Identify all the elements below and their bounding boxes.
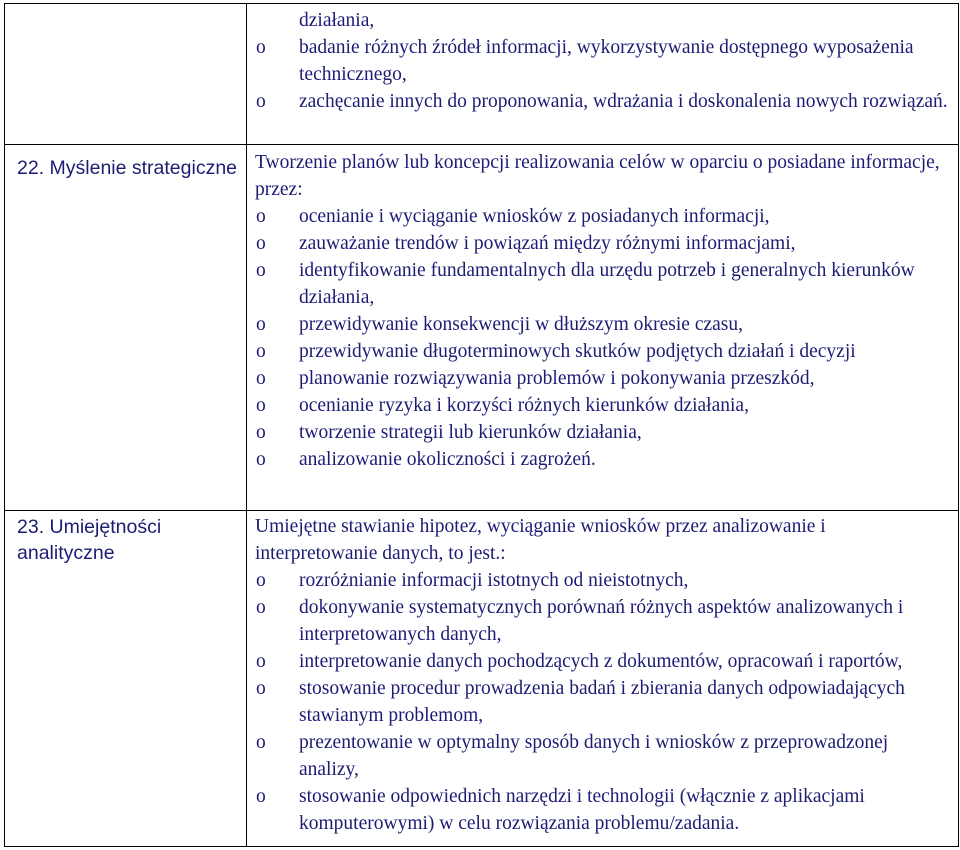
bullet-marker: o xyxy=(256,206,266,227)
list-item xyxy=(255,648,952,675)
list-item xyxy=(255,446,952,473)
bullet-marker: o xyxy=(256,395,266,416)
list-item-text: przewidywanie długoterminowych skutków podjętych działań i decyzji xyxy=(299,341,856,362)
competency-description xyxy=(247,145,958,473)
list-item xyxy=(255,594,952,648)
bullet-list xyxy=(255,567,952,837)
competency-description xyxy=(247,511,958,837)
list-item xyxy=(255,783,952,837)
list-item-text: stosowanie procedur prowadzenia badań i zbierania danych odpowiadających stawianym problemom, xyxy=(299,678,905,726)
content-cell xyxy=(247,4,959,145)
list-item-text: prezentowanie w optymalny sposób danych i wniosków z przeprowadzonej analizy, xyxy=(299,732,889,780)
bullet-marker: o xyxy=(256,422,266,443)
list-item xyxy=(255,729,952,783)
list-item xyxy=(255,338,952,365)
list-item xyxy=(255,257,952,311)
table-row xyxy=(5,145,959,511)
competency-label: 23. Umiejętności analityczne xyxy=(17,516,162,564)
label-cell xyxy=(5,511,247,847)
bullet-marker: o xyxy=(256,678,266,699)
bullet-marker: o xyxy=(256,597,266,618)
bullet-list xyxy=(255,7,952,115)
list-item-text: zauważanie trendów i powiązań między różnymi informacjami, xyxy=(299,233,796,254)
competency-description xyxy=(247,4,958,115)
list-item-text: planowanie rozwiązywania problemów i pokonywania przeszkód, xyxy=(299,368,815,389)
list-item-text: ocenianie i wyciąganie wniosków z posiadanych informacji, xyxy=(299,206,770,227)
competency-label xyxy=(5,4,246,144)
list-item-text: badanie różnych źródeł informacji, wykorzystywanie dostępnego wyposażenia technicznego, xyxy=(299,37,914,85)
list-item-text: ocenianie ryzyka i korzyści różnych kierunków działania, xyxy=(299,395,749,416)
bullet-marker: o xyxy=(256,341,266,362)
label-cell xyxy=(5,4,247,145)
list-item-text: rozróżnianie informacji istotnych od nieistotnych, xyxy=(299,570,689,591)
list-item xyxy=(255,419,952,446)
list-item-text: dokonywanie systematycznych porównań różnych aspektów analizowanych i interpretowanych danych, xyxy=(299,597,904,645)
competency-intro: Tworzenie planów lub koncepcji realizowania celów w oparciu o posiadane informacje, przez: xyxy=(255,152,940,200)
bullet-marker: o xyxy=(256,651,266,672)
bullet-marker: o xyxy=(256,91,266,112)
list-item-text: tworzenie strategii lub kierunków działania, xyxy=(299,422,642,443)
list-item xyxy=(255,675,952,729)
list-item-text: zachęcanie innych do proponowania, wdrażania i doskonalenia nowych rozwiązań. xyxy=(299,91,948,112)
list-item xyxy=(255,7,952,34)
list-item xyxy=(255,88,952,115)
bullet-marker: o xyxy=(256,732,266,753)
list-item-text: działania, xyxy=(299,10,375,31)
list-item xyxy=(255,203,952,230)
list-item-text: analizowanie okoliczności i zagrożeń. xyxy=(299,449,596,470)
label-cell xyxy=(5,145,247,511)
list-item xyxy=(255,392,952,419)
content-cell xyxy=(247,145,959,511)
table-row xyxy=(5,511,959,847)
list-item-text: interpretowanie danych pochodzących z dokumentów, opracowań i raportów, xyxy=(299,651,903,672)
bullet-marker: o xyxy=(256,314,266,335)
competency-table xyxy=(4,3,959,847)
competency-intro: Umiejętne stawianie hipotez, wyciąganie wniosków przez analizowanie i interpretowanie danych, to jest.: xyxy=(255,516,826,564)
table-row xyxy=(5,4,959,145)
bullet-marker: o xyxy=(256,786,266,807)
list-item xyxy=(255,34,952,88)
list-item-text: stosowanie odpowiednich narzędzi i technologii (włącznie z aplikacjami komputerowymi) w celu rozwiązania problemu/zadania. xyxy=(299,786,865,834)
list-item xyxy=(255,230,952,257)
bullet-marker: o xyxy=(256,233,266,254)
bullet-list xyxy=(255,203,952,473)
list-item xyxy=(255,365,952,392)
list-item xyxy=(255,567,952,594)
content-cell xyxy=(247,511,959,847)
bullet-marker: o xyxy=(256,449,266,470)
bullet-marker: o xyxy=(256,570,266,591)
list-item-text: przewidywanie konsekwencji w dłuższym okresie czasu, xyxy=(299,314,744,335)
bullet-marker: o xyxy=(256,368,266,389)
list-item xyxy=(255,311,952,338)
bullet-marker: o xyxy=(256,260,266,281)
list-item-text: identyfikowanie fundamentalnych dla urzędu potrzeb i generalnych kierunków działania, xyxy=(299,260,915,308)
competency-label: 22. Myślenie strategiczne xyxy=(17,157,238,179)
bullet-marker: o xyxy=(256,37,266,58)
